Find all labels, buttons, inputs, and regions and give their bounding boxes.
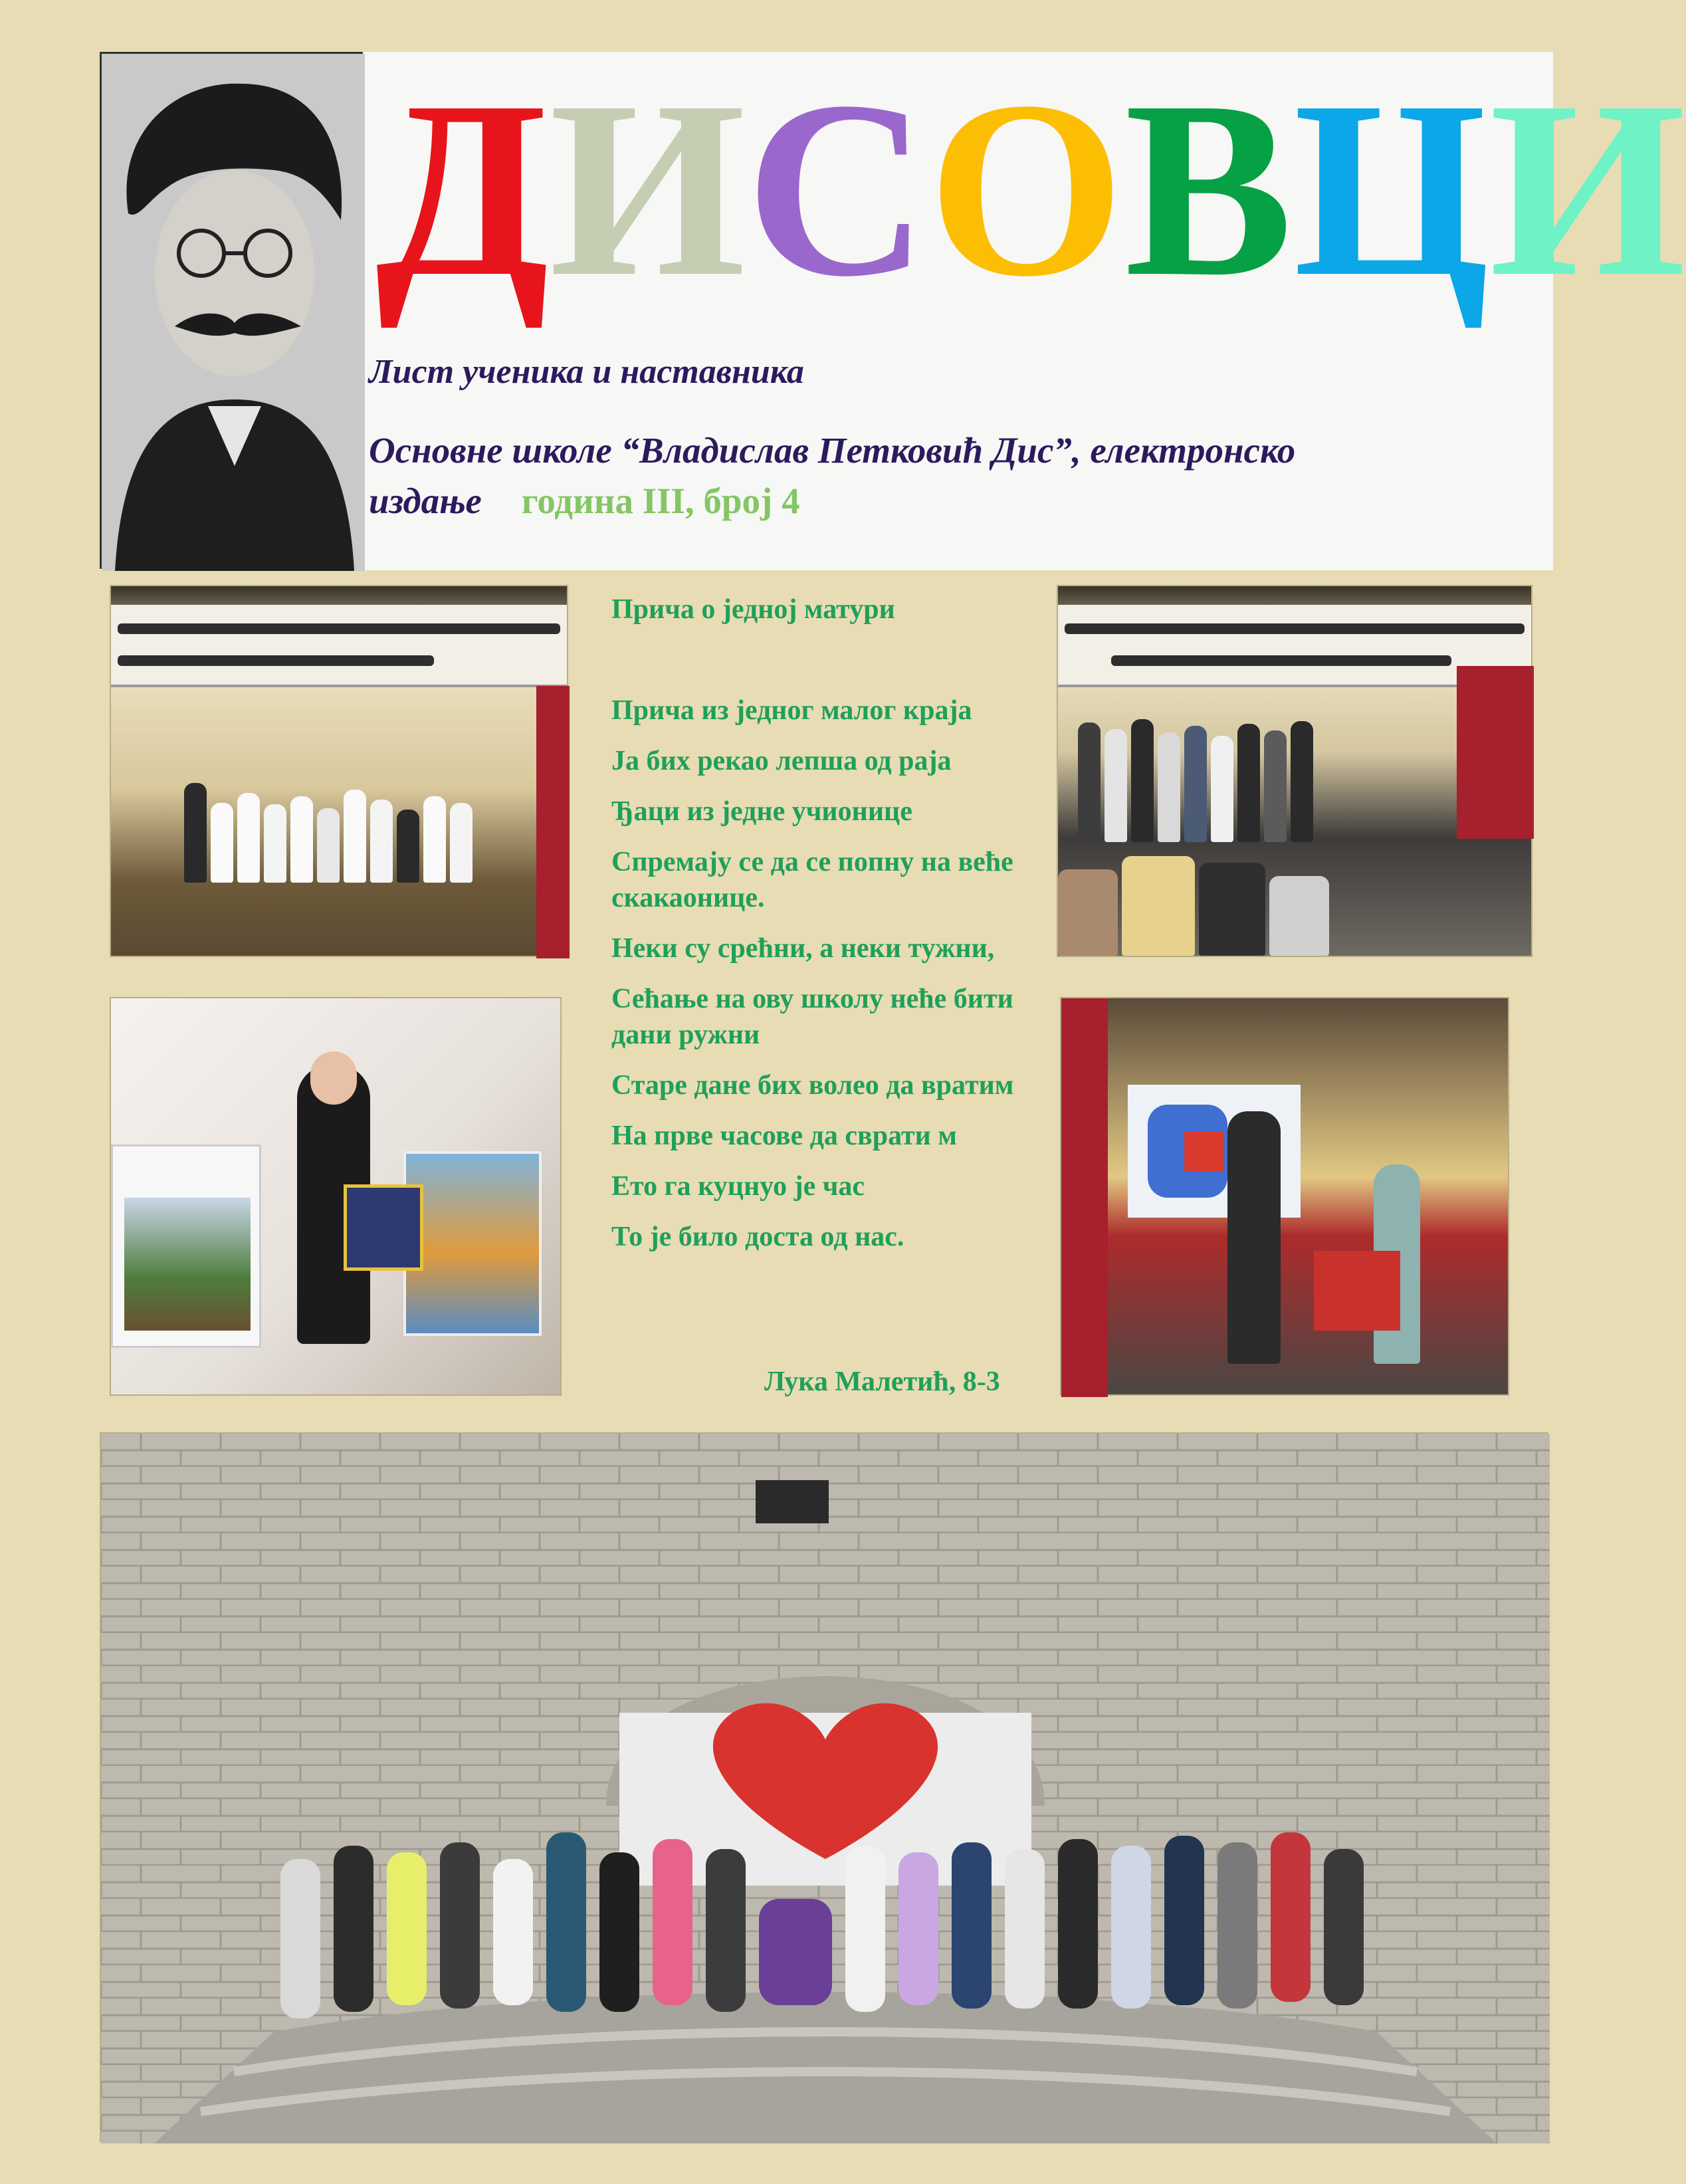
subtitle-school-text: Основне школе “Владислав Петковић Дис”, електронско издање bbox=[369, 430, 1296, 521]
title-letter: И bbox=[549, 49, 746, 329]
poem-line: На прве часове да сврати м bbox=[611, 1121, 957, 1151]
students-performing-photo bbox=[1060, 997, 1509, 1396]
portrait-illustration bbox=[102, 54, 365, 571]
poem-line: Спремају се да се попну на веће скакаонице. bbox=[611, 847, 1013, 913]
poem-line: Ђаци из једне учионице bbox=[611, 796, 912, 827]
poem-line: Прича из једног малог краја bbox=[611, 695, 972, 726]
poem-line: Старе дане бих волео да вратим bbox=[611, 1070, 1014, 1101]
subtitle-school bbox=[369, 425, 1538, 526]
stage-performance-photo bbox=[110, 585, 568, 957]
subtitle-readers: Лист ученика и наставника bbox=[369, 353, 804, 391]
poem-line: То је било доста од нас. bbox=[611, 1222, 904, 1252]
poem-line: Ја бих рекао лепша од раја bbox=[611, 746, 952, 776]
portrait-photo bbox=[100, 52, 363, 569]
magazine-title bbox=[375, 49, 1686, 329]
poem-line: Неки су срећни, а неки тужни, bbox=[611, 933, 995, 964]
graduates-stage-photo bbox=[1057, 585, 1532, 957]
school-banner bbox=[111, 605, 567, 687]
poem-line: Сећање на ову школу неће бити дани ружни bbox=[611, 984, 1013, 1050]
title-letter: В bbox=[1124, 49, 1293, 329]
class-trip-group-photo bbox=[100, 1432, 1548, 2142]
poem bbox=[611, 592, 1050, 1269]
poem-line: Ето га куцнуо је час bbox=[611, 1171, 865, 1202]
heart-wall-illustration bbox=[101, 1434, 1550, 2143]
title-letter: Д bbox=[375, 49, 550, 329]
title-letter: Ц bbox=[1293, 49, 1490, 329]
art-exhibition-photo bbox=[110, 997, 562, 1396]
title-letter: И bbox=[1489, 49, 1686, 329]
issue-number: година III, број 4 bbox=[521, 481, 800, 521]
title-letter: С bbox=[746, 49, 928, 329]
poem-title: Прича о једној матури bbox=[611, 594, 895, 625]
poem-author: Лука Малетић, 8-3 bbox=[764, 1366, 1000, 1397]
title-letter: О bbox=[928, 49, 1125, 329]
